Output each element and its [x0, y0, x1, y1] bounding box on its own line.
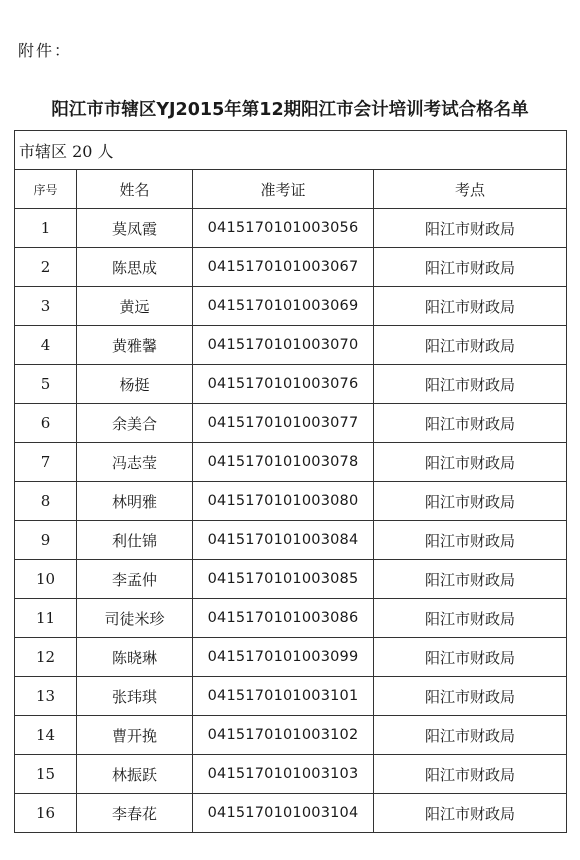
- cell-ticket: 0415170101003077: [193, 404, 374, 443]
- cell-no: 15: [15, 755, 77, 794]
- cell-ticket: 0415170101003080: [193, 482, 374, 521]
- table-row: [15, 482, 567, 521]
- cell-ticket: 0415170101003085: [193, 560, 374, 599]
- cell-ticket: 0415170101003070: [193, 326, 374, 365]
- header-row: [15, 170, 567, 209]
- group-label: 市辖区 20 人: [15, 131, 567, 170]
- cell-site: 阳江市财政局: [374, 443, 567, 482]
- cell-site: 阳江市财政局: [374, 365, 567, 404]
- cell-name: 黄雅馨: [77, 326, 193, 365]
- cell-name: 陈晓琳: [77, 638, 193, 677]
- cell-site: 阳江市财政局: [374, 404, 567, 443]
- cell-site: 阳江市财政局: [374, 482, 567, 521]
- cell-name: 李孟仲: [77, 560, 193, 599]
- cell-site: 阳江市财政局: [374, 794, 567, 833]
- cell-ticket: 0415170101003086: [193, 599, 374, 638]
- cell-no: 12: [15, 638, 77, 677]
- cell-no: 3: [15, 287, 77, 326]
- table-row: [15, 404, 567, 443]
- table-row: [15, 209, 567, 248]
- header-site: 考点: [374, 170, 567, 209]
- cell-name: 冯志莹: [77, 443, 193, 482]
- cell-ticket: 0415170101003104: [193, 794, 374, 833]
- table-row: [15, 677, 567, 716]
- cell-site: 阳江市财政局: [374, 638, 567, 677]
- cell-site: 阳江市财政局: [374, 560, 567, 599]
- table-row: [15, 560, 567, 599]
- cell-no: 6: [15, 404, 77, 443]
- cell-site: 阳江市财政局: [374, 599, 567, 638]
- cell-no: 14: [15, 716, 77, 755]
- cell-no: 16: [15, 794, 77, 833]
- cell-site: 阳江市财政局: [374, 287, 567, 326]
- cell-site: 阳江市财政局: [374, 521, 567, 560]
- table-row: [15, 521, 567, 560]
- cell-name: 林明雅: [77, 482, 193, 521]
- header-ticket: 准考证: [193, 170, 374, 209]
- cell-no: 7: [15, 443, 77, 482]
- cell-no: 8: [15, 482, 77, 521]
- cell-name: 余美合: [77, 404, 193, 443]
- cell-no: 13: [15, 677, 77, 716]
- table-row: [15, 794, 567, 833]
- cell-ticket: 0415170101003099: [193, 638, 374, 677]
- cell-site: 阳江市财政局: [374, 248, 567, 287]
- cell-ticket: 0415170101003102: [193, 716, 374, 755]
- cell-name: 曹开挽: [77, 716, 193, 755]
- cell-name: 莫凤霞: [77, 209, 193, 248]
- table-row: [15, 326, 567, 365]
- cell-name: 张玮琪: [77, 677, 193, 716]
- cell-no: 11: [15, 599, 77, 638]
- cell-ticket: 0415170101003078: [193, 443, 374, 482]
- cell-name: 黄远: [77, 287, 193, 326]
- cell-no: 4: [15, 326, 77, 365]
- cell-name: 李春花: [77, 794, 193, 833]
- cell-ticket: 0415170101003069: [193, 287, 374, 326]
- cell-ticket: 0415170101003056: [193, 209, 374, 248]
- cell-name: 陈思成: [77, 248, 193, 287]
- cell-ticket: 0415170101003076: [193, 365, 374, 404]
- cell-name: 杨挺: [77, 365, 193, 404]
- cell-site: 阳江市财政局: [374, 677, 567, 716]
- cell-site: 阳江市财政局: [374, 326, 567, 365]
- header-seq: 序号: [15, 170, 77, 209]
- table-row: [15, 599, 567, 638]
- cell-no: 10: [15, 560, 77, 599]
- table-row: [15, 248, 567, 287]
- attachment-label: 附件：: [18, 41, 73, 60]
- cell-name: 林振跃: [77, 755, 193, 794]
- cell-site: 阳江市财政局: [374, 755, 567, 794]
- cell-ticket: 0415170101003101: [193, 677, 374, 716]
- cell-no: 9: [15, 521, 77, 560]
- cell-name: 利仕锦: [77, 521, 193, 560]
- cell-name: 司徒米珍: [77, 599, 193, 638]
- table-row: [15, 287, 567, 326]
- table-row: [15, 443, 567, 482]
- table-row: [15, 638, 567, 677]
- cell-ticket: 0415170101003084: [193, 521, 374, 560]
- cell-no: 5: [15, 365, 77, 404]
- header-name: 姓名: [77, 170, 193, 209]
- roster-table: [14, 130, 567, 833]
- table-row: [15, 716, 567, 755]
- cell-no: 1: [15, 209, 77, 248]
- group-row: [15, 131, 567, 170]
- table-row: [15, 365, 567, 404]
- cell-ticket: 0415170101003067: [193, 248, 374, 287]
- cell-ticket: 0415170101003103: [193, 755, 374, 794]
- cell-site: 阳江市财政局: [374, 209, 567, 248]
- document-title: 阳江市市辖区YJ2015年第12期阳江市会计培训考试合格名单: [51, 100, 529, 120]
- table-row: [15, 755, 567, 794]
- cell-site: 阳江市财政局: [374, 716, 567, 755]
- cell-no: 2: [15, 248, 77, 287]
